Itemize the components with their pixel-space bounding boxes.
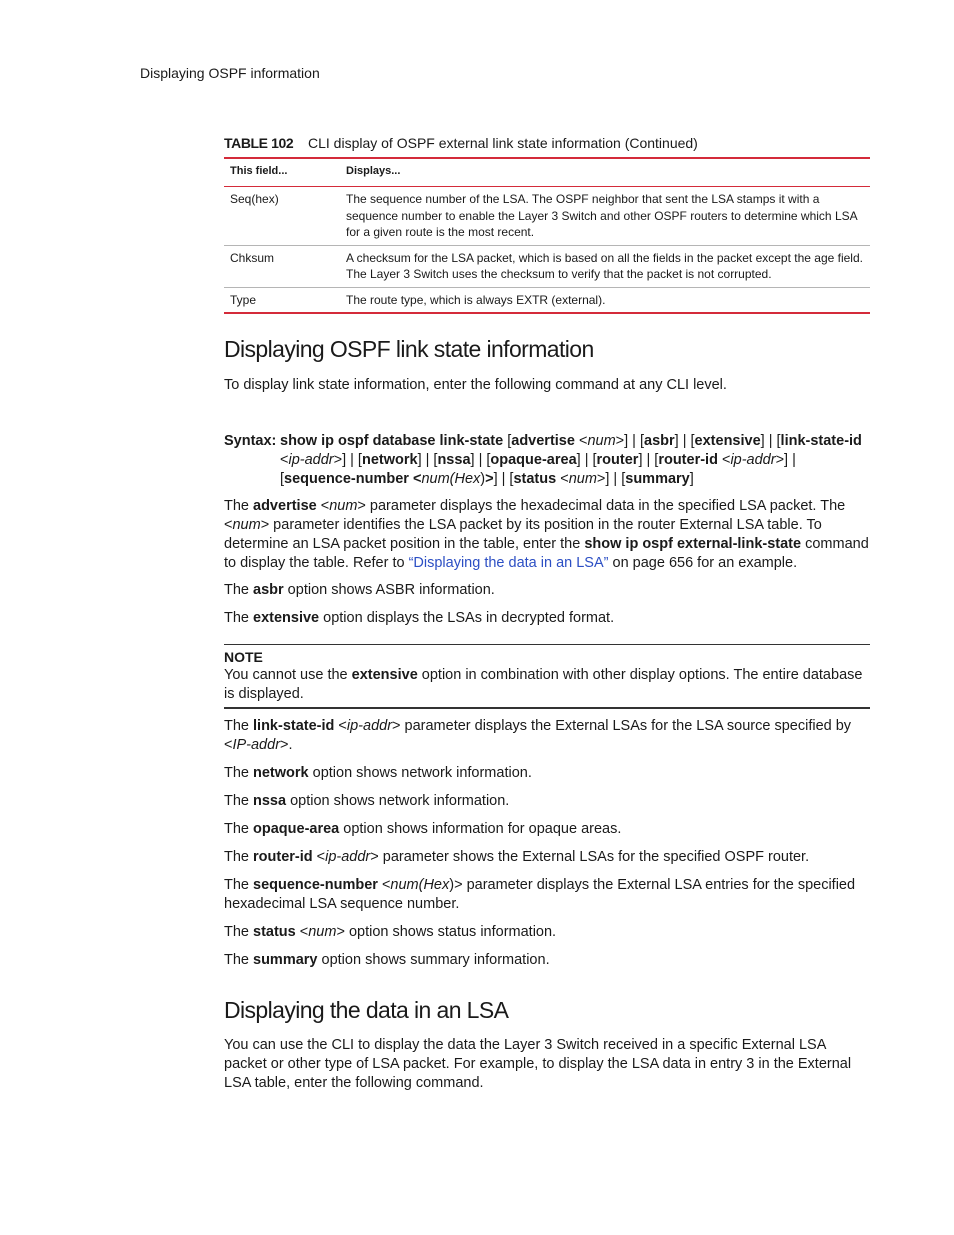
network-paragraph: The network option shows network information. <box>224 765 532 781</box>
table-number: TABLE 102 <box>224 135 294 151</box>
table-cell-desc: A checksum for the LSA packet, which is based on all the fields in the packet except the age field. The Layer 3 Switch uses the checksum to verify that the packet is not corrupted. <box>340 245 870 287</box>
intro-paragraph: To display link state information, enter the following command at any CLI level. <box>224 377 727 393</box>
table-caption-text: CLI display of OSPF external link state information (Continued) <box>308 135 698 151</box>
note-box <box>224 644 870 709</box>
note-title: NOTE <box>224 649 263 665</box>
table-row <box>224 287 870 313</box>
note-text: You cannot use the extensive option in combination with other display options. The entire database is displayed. <box>224 667 863 702</box>
opaque-area-paragraph: The opaque-area option shows information for opaque areas. <box>224 821 622 837</box>
syntax-command: show ip ospf database link-state [advertise <num>] | [asbr] | [extensive] | [link-state-id <ip-addr>] | [network] | [nssa] | [opaque-area] | [router] | [router-id <ip-addr>] | [sequence-number <num(Hex)>] | [status <num>] | [summary] <box>280 433 862 487</box>
summary-paragraph: The summary option shows summary information. <box>224 952 550 968</box>
lsa-data-paragraph: You can use the CLI to display the data the Layer 3 Switch received in a specific External LSA packet or other type of LSA packet. For example, to display the LSA data in entry 3 in the External LSA table, enter the following command. <box>224 1037 852 1091</box>
column-header-displays: Displays... <box>340 158 870 187</box>
table-caption <box>224 135 698 151</box>
table-header-row <box>224 158 870 187</box>
syntax-block <box>224 432 870 489</box>
asbr-paragraph: The asbr option shows ASBR information. <box>224 582 495 598</box>
section-heading-link-state: Displaying OSPF link state information <box>224 336 594 362</box>
table-cell-field: Type <box>224 287 340 313</box>
column-header-field: This field... <box>224 158 340 187</box>
status-paragraph: The status <num> option shows status information. <box>224 924 557 940</box>
extensive-paragraph: The extensive option displays the LSAs in decrypted format. <box>224 610 615 626</box>
table-cell-desc: The route type, which is always EXTR (external). <box>340 287 870 313</box>
syntax-label: Syntax: <box>224 433 277 449</box>
sequence-number-paragraph: The sequence-number <num(Hex)> parameter displays the External LSA entries for the specified hexadecimal LSA sequence number. <box>224 877 856 912</box>
section-heading-lsa-data: Displaying the data in an LSA <box>224 997 509 1023</box>
table-row <box>224 245 870 287</box>
link-state-id-paragraph: The link-state-id <ip-addr> parameter displays the External LSAs for the LSA source specified by <IP-addr>. <box>224 718 852 753</box>
running-header: Displaying OSPF information <box>140 65 320 81</box>
advertise-paragraph: The advertise <num> parameter displays the hexadecimal data in the specified LSA packet. The <num> parameter identifies the LSA packet by its position in the router External LSA table. To determine an LSA packet position in the table, enter the show ip ospf external-link-state command to display the table. Refer to “Displaying the data in an LSA” on page 656 for an example. <box>224 498 869 571</box>
router-id-paragraph: The router-id <ip-addr> parameter shows the External LSAs for the specified OSPF router. <box>224 849 810 865</box>
table-cell-field: Chksum <box>224 245 340 287</box>
table-cell-desc: The sequence number of the LSA. The OSPF neighbor that sent the LSA stamps it with a sequence number to enable the Layer 3 Switch and other OSPF routers to determine which LSA for a given route is the most recent. <box>340 187 870 246</box>
nssa-paragraph: The nssa option shows network information. <box>224 793 510 809</box>
lsa-data-cross-reference-link[interactable]: “Displaying the data in an LSA” <box>408 555 609 571</box>
ospf-external-link-state-table <box>224 157 870 314</box>
table-row <box>224 187 870 246</box>
table-cell-field: Seq(hex) <box>224 187 340 246</box>
